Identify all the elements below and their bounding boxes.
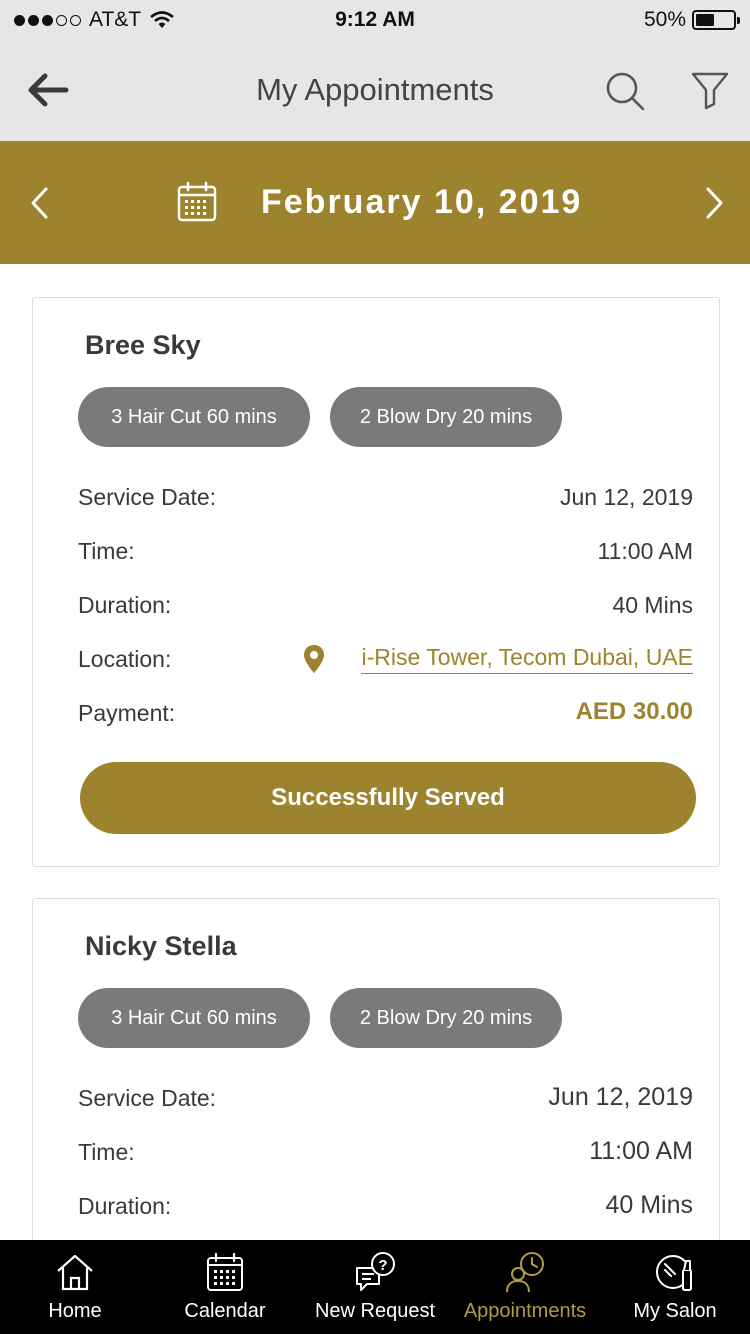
tab-label: Home [48, 1300, 102, 1322]
tab-calendar[interactable] [150, 1240, 300, 1334]
nav-bar [0, 40, 750, 141]
client-name: Bree Sky [85, 330, 201, 360]
payment-label: Payment: [78, 700, 176, 726]
service-date-label: Service Date: [78, 1085, 217, 1111]
calendar-icon[interactable] [176, 181, 218, 223]
home-icon [53, 1250, 97, 1294]
battery-icon [692, 10, 736, 30]
location-label: Location: [78, 646, 172, 672]
service-date-value: Jun 12, 2019 [559, 484, 693, 510]
calendar-icon [203, 1250, 247, 1294]
service-pill: 2 Blow Dry 20 mins [330, 387, 562, 447]
status-bar [0, 0, 750, 40]
service-date-label: Service Date: [78, 484, 217, 510]
successfully-served-button[interactable]: Successfully Served [80, 762, 696, 834]
client-name: Nicky Stella [85, 931, 237, 961]
service-date-value: Jun 12, 2019 [548, 1083, 693, 1111]
time-value: 11:00 AM [597, 538, 693, 564]
search-icon[interactable] [604, 70, 646, 112]
service-pill: 2 Blow Dry 20 mins [330, 988, 562, 1048]
time-label: Time: [78, 1139, 135, 1165]
duration-label: Duration: [78, 592, 172, 618]
location-link[interactable]: i-Rise Tower, Tecom Dubai, UAE [361, 644, 693, 674]
tab-label: My Salon [633, 1300, 717, 1322]
date-bar [0, 141, 750, 264]
page-title: My Appointments [256, 72, 494, 107]
chevron-left-icon[interactable] [28, 185, 50, 221]
time-label: Time: [78, 538, 135, 564]
appointments-icon [503, 1250, 547, 1294]
status-right [644, 8, 736, 32]
duration-label: Duration: [78, 1193, 172, 1219]
tab-label: Appointments [463, 1300, 587, 1322]
new-request-icon [353, 1250, 397, 1294]
selected-date: February 10, 2019 [261, 183, 583, 221]
tab-my-salon[interactable] [600, 1240, 750, 1334]
status-time: 9:12 AM [335, 8, 415, 31]
service-pill: 3 Hair Cut 60 mins [78, 988, 310, 1048]
payment-value: AED 30.00 [575, 698, 693, 725]
time-value: 11:00 AM [589, 1137, 693, 1165]
tab-appointments[interactable] [450, 1240, 600, 1334]
chevron-right-icon[interactable] [704, 185, 726, 221]
filter-icon[interactable] [690, 70, 730, 110]
appointment-card[interactable] [32, 297, 720, 867]
tab-label: Calendar [184, 1300, 266, 1322]
battery-percent: 50% [643, 8, 686, 31]
service-pill: 3 Hair Cut 60 mins [78, 387, 310, 447]
tab-new-request[interactable] [300, 1240, 450, 1334]
duration-value: 40 Mins [612, 592, 693, 618]
duration-value: 40 Mins [605, 1191, 693, 1219]
appointment-card[interactable] [32, 898, 720, 1298]
tab-home[interactable] [0, 1240, 150, 1334]
svg-text:?: ? [378, 1257, 388, 1274]
tab-label: New Request [314, 1300, 436, 1322]
tab-bar [0, 1240, 750, 1334]
carrier-label: AT&T [89, 8, 142, 31]
salon-icon [653, 1250, 697, 1294]
location-pin-icon [303, 644, 325, 674]
